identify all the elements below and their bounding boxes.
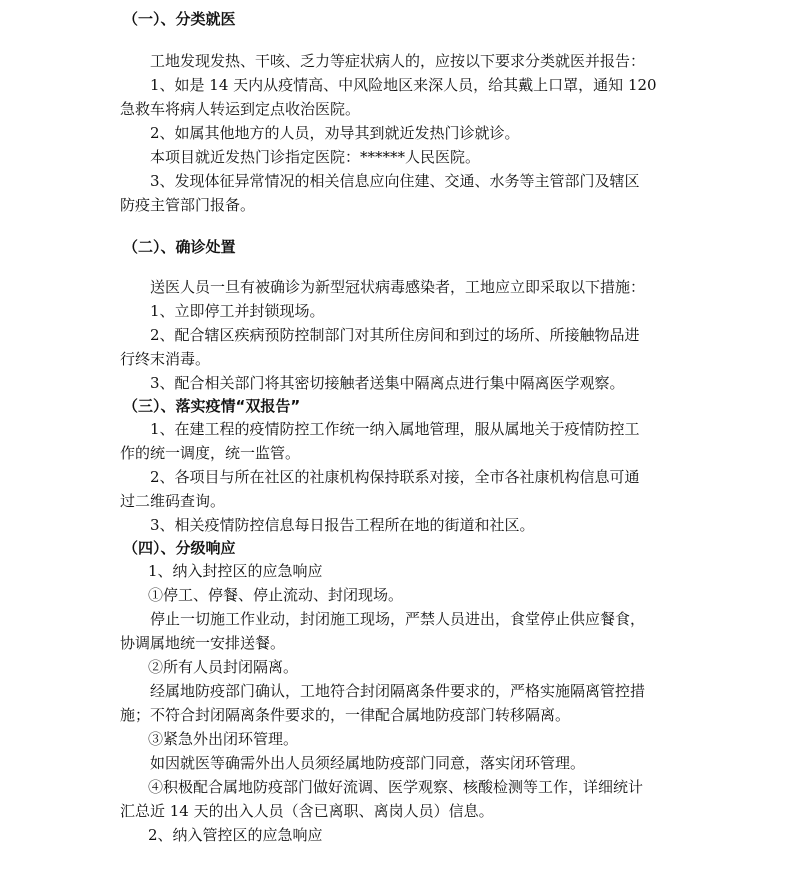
- section-heading-confirmed-case: （二）、确诊处置: [123, 238, 236, 256]
- paragraph-line: 防疫主管部门报备。: [120, 196, 256, 214]
- paragraph-line: 3、相关疫情防控信息每日报告工程所在地的街道和社区。: [150, 516, 535, 534]
- paragraph-line: 工地发现发热、干咳、乏力等症状病人的，应按以下要求分类就医并报告：: [150, 52, 646, 70]
- paragraph-line: 施；不符合封闭隔离条件要求的，一律配合属地防疫部门转移隔离。: [120, 706, 571, 724]
- paragraph-line: 1、在建工程的疫情防控工作统一纳入属地管理，服从属地关于疫情防控工: [150, 420, 640, 438]
- paragraph-line: 2、如属其他地方的人员，劝导其到就近发热门诊就诊。: [150, 124, 520, 142]
- paragraph-line: 1、如是 14 天内从疫情高、中风险地区来深人员，给其戴上口罩，通知 120: [150, 76, 657, 94]
- paragraph-line: 作的统一调度，统一监管。: [120, 444, 301, 462]
- paragraph-line: 本项目就近发热门诊指定医院：******人民医院。: [150, 148, 481, 166]
- paragraph-line: 1、立即停工并封锁现场。: [150, 302, 325, 320]
- paragraph-line: 2、纳入管控区的应急响应: [148, 826, 323, 844]
- paragraph-line: ④积极配合属地防疫部门做好流调、医学观察、核酸检测等工作，详细统计: [148, 778, 644, 796]
- paragraph-line: 行终末消毒。: [120, 350, 211, 368]
- paragraph-line: 停止一切施工作业动，封闭施工现场，严禁人员进出，食堂停止供应餐食，: [150, 610, 646, 628]
- paragraph-line: 急救车将病人转运到定点收治医院。: [120, 100, 361, 118]
- section-heading-graded-response: （四）、分级响应: [123, 539, 236, 557]
- paragraph-line: 如因就医等确需外出人员须经属地防疫部门同意，落实闭环管理。: [150, 754, 586, 772]
- paragraph-line: 1、纳入封控区的应急响应: [148, 562, 323, 580]
- paragraph-line: 2、配合辖区疾病预防控制部门对其所住房间和到过的场所、所接触物品进: [150, 326, 640, 344]
- paragraph-line: 经属地防疫部门确认，工地符合封闭隔离条件要求的，严格实施隔离管控措: [150, 682, 646, 700]
- paragraph-line: 3、配合相关部门将其密切接触者送集中隔离点进行集中隔离医学观察。: [150, 374, 625, 392]
- paragraph-line: 汇总近 14 天的出入人员（含已离职、离岗人员）信息。: [120, 802, 494, 820]
- paragraph-line: 协调属地统一安排送餐。: [120, 634, 286, 652]
- paragraph-line: ①停工、停餐、停止流动、封闭现场。: [148, 586, 404, 604]
- section-heading-double-report: （三）、落实疫情“双报告”: [123, 397, 301, 415]
- paragraph-line: ③紧急外出闭环管理。: [148, 730, 299, 748]
- paragraph-line: 3、发现体征异常情况的相关信息应向住建、交通、水务等主管部门及辖区: [150, 172, 640, 190]
- paragraph-line: 2、各项目与所在社区的社康机构保持联系对接，全市各社康机构信息可通: [150, 468, 640, 486]
- section-heading-classified-treatment: （一）、分类就医: [123, 10, 236, 28]
- paragraph-line: 过二维码查询。: [120, 492, 226, 510]
- paragraph-line: 送医人员一旦有被确诊为新型冠状病毒感染者，工地应立即采取以下措施：: [150, 278, 646, 296]
- paragraph-line: ②所有人员封闭隔离。: [148, 658, 299, 676]
